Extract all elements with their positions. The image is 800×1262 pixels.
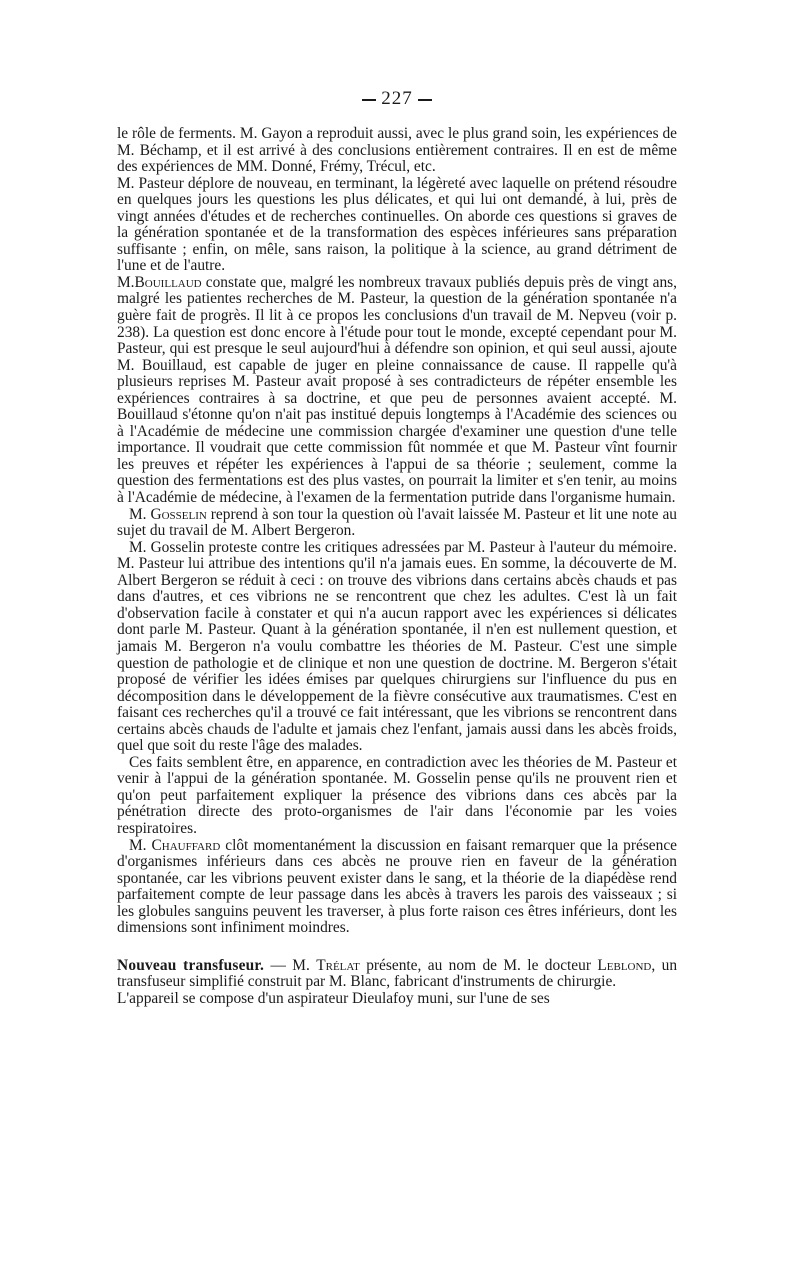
author-name: Leblond — [597, 956, 652, 974]
section-transfuseur — [117, 958, 677, 1008]
speaker-name: M.Bouillaud — [117, 273, 202, 291]
section-heading: Nouveau transfuseur. — [117, 956, 265, 974]
section-first-paragraph — [117, 958, 677, 991]
speaker-name: M. Chauffard — [129, 836, 221, 854]
section-sep: — M. — [264, 956, 317, 974]
section-second-paragraph: L'appareil se compose d'un aspirateur Dieulafoy muni, sur l'une de ses — [117, 989, 550, 1007]
paragraph-pasteur: M. Pasteur déplore de nouveau, en terminant, la légèreté avec laquelle on prétend résoudre en quelques jours les questions les plus délicates, et qui lui ont demandé, à lui, près de vingt années d'études et de recherches continuelles. On aborde ces questions si graves de la génération spontanée et de la transformation des espèces inférieures sans préparation suffisante ; enfin, on mêle, sans raison, la politique à la science, au grand détriment de l'une et de l'autre. — [117, 174, 677, 275]
paragraph-text: reprend à son tour la question où l'avait laissée M. Pasteur et lit une note au sujet du travail de M. Albert Bergeron. — [117, 505, 677, 540]
paragraph-text: constate que, malgré les nombreux travaux publiés depuis près de vingt ans, malgré les patientes recherches de M. Pasteur, la question de la génération spontanée n'a guère fait de progrès. Il lit à ce propos les conclusions d'un travail de M. Nepveu (voir p. 238). La question est donc encore à l'étude pour tout le monde, excepté cependant pour M. Pasteur, qui est presque le seul aujourd'hui à défendre son opinion, et qui seul aussi, ajoute M. Bouillaud, est capable de juger en pleine connaissance de cause. Il rappelle qu'à plusieurs reprises M. Pasteur avait proposé à ses contradicteurs de répéter ensemble les expériences contraires à sa doctrine, et que peu de personnes avaient accepté. M. Bouillaud s'étonne qu'on n'ait pas institué depuis longtemps à l'Académie des sciences ou à l'Académie de médecine une commission chargée d'examiner une question d'une telle importance. Il voudrait que cette commission fût nommée et que M. Pasteur vînt fournir les preuves et répéter les expériences à l'appui de sa théorie ; seulement, comme la question des fermentations est des plus vastes, on pourrait la limiter et s'en tenir, au moins à l'Académie de médecine, à l'examen de la fermentation putride dans l'organisme humain. — [117, 273, 677, 507]
paragraph-contradiction: Ces faits semblent être, en apparence, en contradiction avec les théories de M. Pasteur et venir à l'appui de la génération spontanée. M. Gosselin pense qu'ils ne prouvent rien et qu'on peut parfaitement expliquer la présence des vibrions dans ces abcès par la pénétration directe des proto-organismes de l'air dans l'économie par les voies respiratoires. — [117, 753, 677, 837]
page-number-dash-left — [362, 99, 376, 101]
page-number — [117, 88, 677, 110]
page-number-text: 227 — [381, 88, 413, 109]
paragraph-gosselin-protest: M. Gosselin proteste contre les critiques adressées par M. Pasteur à l'auteur du mémoire. M. Pasteur lui attribue des intentions qu'il n'a jamais eues. En somme, la découverte de M. Albert Bergeron se réduit à ceci : on trouve des vibrions dans certains abcès chauds et pas dans d'autres, et ces vibrions ne se rencontrent que chez les adultes. C'est là un fait d'observation facile à constater et qui n'a aucun rapport avec les expériences si délicates dont parle M. Pasteur. Quant à la génération spontanée, il n'en est nullement question, et jamais M. Bergeron n'a voulu combattre les théories de M. Pasteur. C'est une simple question de pathologie et de clinique et non une question de doctrine. M. Bergeron s'était proposé de vérifier les idées émises par quelques chirurgiens sur l'influence du pus en décomposition dans le développement de la fièvre consécutive aux traumatismes. C'est en faisant ces recherches qu'il a trouvé ce fait intéressant, que les vibrions se rencontrent dans certains abcès chauds de l'adulte et jamais chez l'enfant, jamais aussi dans les abcès froids, quel que soit du reste l'âge des malades. — [117, 538, 677, 755]
paragraph-text: clôt momentanément la discussion en faisant remarquer que la présence d'organismes inférieurs dans ces abcès ne prouve rien en faveur de la génération spontanée, car les vibrions peuvent exister dans le sang, et la théorie de la diapédèse rend parfaitement compte de leur passage dans les abcès à travers les parois des vaisseaux ; si les globules sanguins peuvent les traverser, à plus forte raison ces êtres inférieurs, dont les dimensions sont infiniment moindres. — [117, 836, 677, 937]
paragraph-gosselin-intro — [117, 507, 677, 540]
section-rest: , un transfuseur simplifié construit par M. Blanc, fabricant d'instruments de chirurgie. — [117, 956, 678, 991]
section-mid: présente, au nom de M. le docteur — [359, 956, 598, 974]
presenter-name: Trélat — [316, 956, 360, 974]
speaker-name: M. Gosselin — [129, 505, 207, 523]
paragraph-bouillaud — [117, 275, 677, 507]
page-number-dash-right — [418, 99, 432, 101]
paragraph-gayon: le rôle de ferments. M. Gayon a reproduit aussi, avec le plus grand soin, les expériences de M. Béchamp, et il est arrivé à des conclusions entièrement contraires. Il en est de même des expériences de MM. Donné, Frémy, Trécul, etc. — [117, 125, 677, 176]
document-page — [117, 88, 677, 1007]
paragraph-chauffard — [117, 838, 677, 937]
